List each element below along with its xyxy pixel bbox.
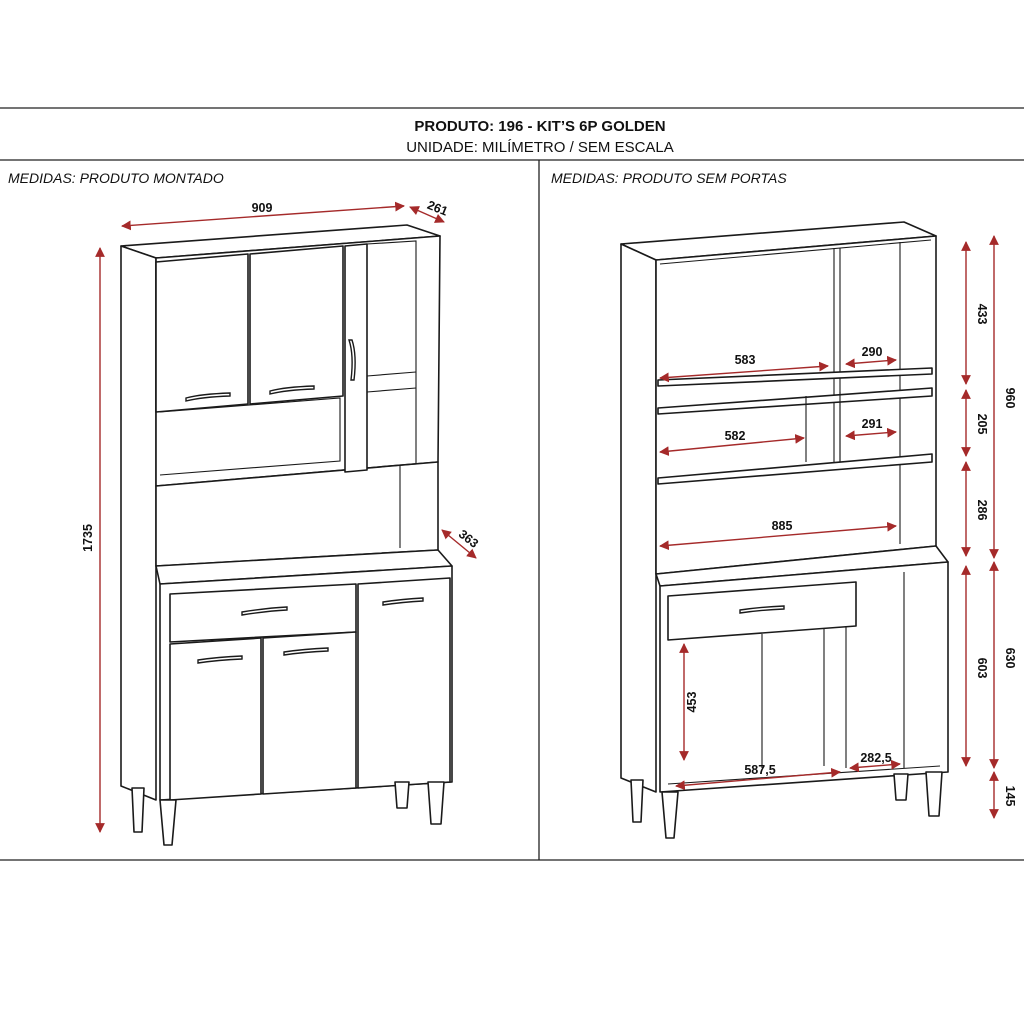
dim-height-label: 1735: [81, 524, 95, 552]
left-side-panel: [121, 246, 156, 800]
product-title: PRODUTO: 196 - KIT’S 6P GOLDEN: [414, 118, 666, 135]
base-door-1: [170, 638, 261, 800]
dim-middle-left-label: 582: [724, 429, 746, 443]
left-panel-label: MEDIDAS: PRODUTO MONTADO: [8, 170, 224, 186]
dim-width-label: 909: [251, 201, 273, 215]
dim-upper-right-label: 290: [861, 345, 883, 359]
dim-depth-top-label: 261: [425, 197, 450, 219]
leg: [894, 774, 908, 800]
dim-middle-height-label: 205: [975, 413, 989, 435]
dim-niche-width-label: 885: [771, 519, 793, 533]
dim-base-left-width-label: 587,5: [744, 763, 776, 777]
dim-depth-base-label: 363: [455, 526, 481, 551]
dim-niche-height-label: 286: [975, 499, 989, 521]
dim-base-inner-label: 603: [975, 657, 989, 679]
base-door-right: [358, 578, 450, 788]
left-side-panel: [621, 244, 656, 792]
dim-hutch-total-label: 960: [1003, 387, 1017, 409]
dim-middle-right-label: 291: [861, 417, 883, 431]
dim-leg-height-label: 145: [1003, 785, 1017, 807]
unit-subtitle: UNIDADE: MILÍMETRO / SEM ESCALA: [406, 139, 674, 156]
right-panel-label: MEDIDAS: PRODUTO SEM PORTAS: [551, 170, 787, 186]
leg: [160, 800, 176, 845]
leg: [132, 788, 144, 832]
dim-base-left-height-label: 453: [685, 691, 699, 713]
dim-base-right-width-label: 282,5: [860, 751, 892, 765]
upper-door-1: [156, 254, 248, 412]
leg: [631, 780, 643, 822]
leg: [926, 772, 942, 816]
leg: [428, 782, 444, 824]
upper-door-3: [345, 244, 367, 472]
leg: [662, 792, 678, 838]
upper-door-2: [250, 246, 343, 404]
dim-upper-left-label: 583: [734, 353, 756, 367]
dim-base-total-label: 630: [1003, 647, 1017, 669]
leg: [395, 782, 409, 808]
dim-upper-height-label: 433: [975, 303, 989, 325]
assembled-cabinet: [121, 225, 452, 845]
base-door-2: [263, 632, 356, 794]
